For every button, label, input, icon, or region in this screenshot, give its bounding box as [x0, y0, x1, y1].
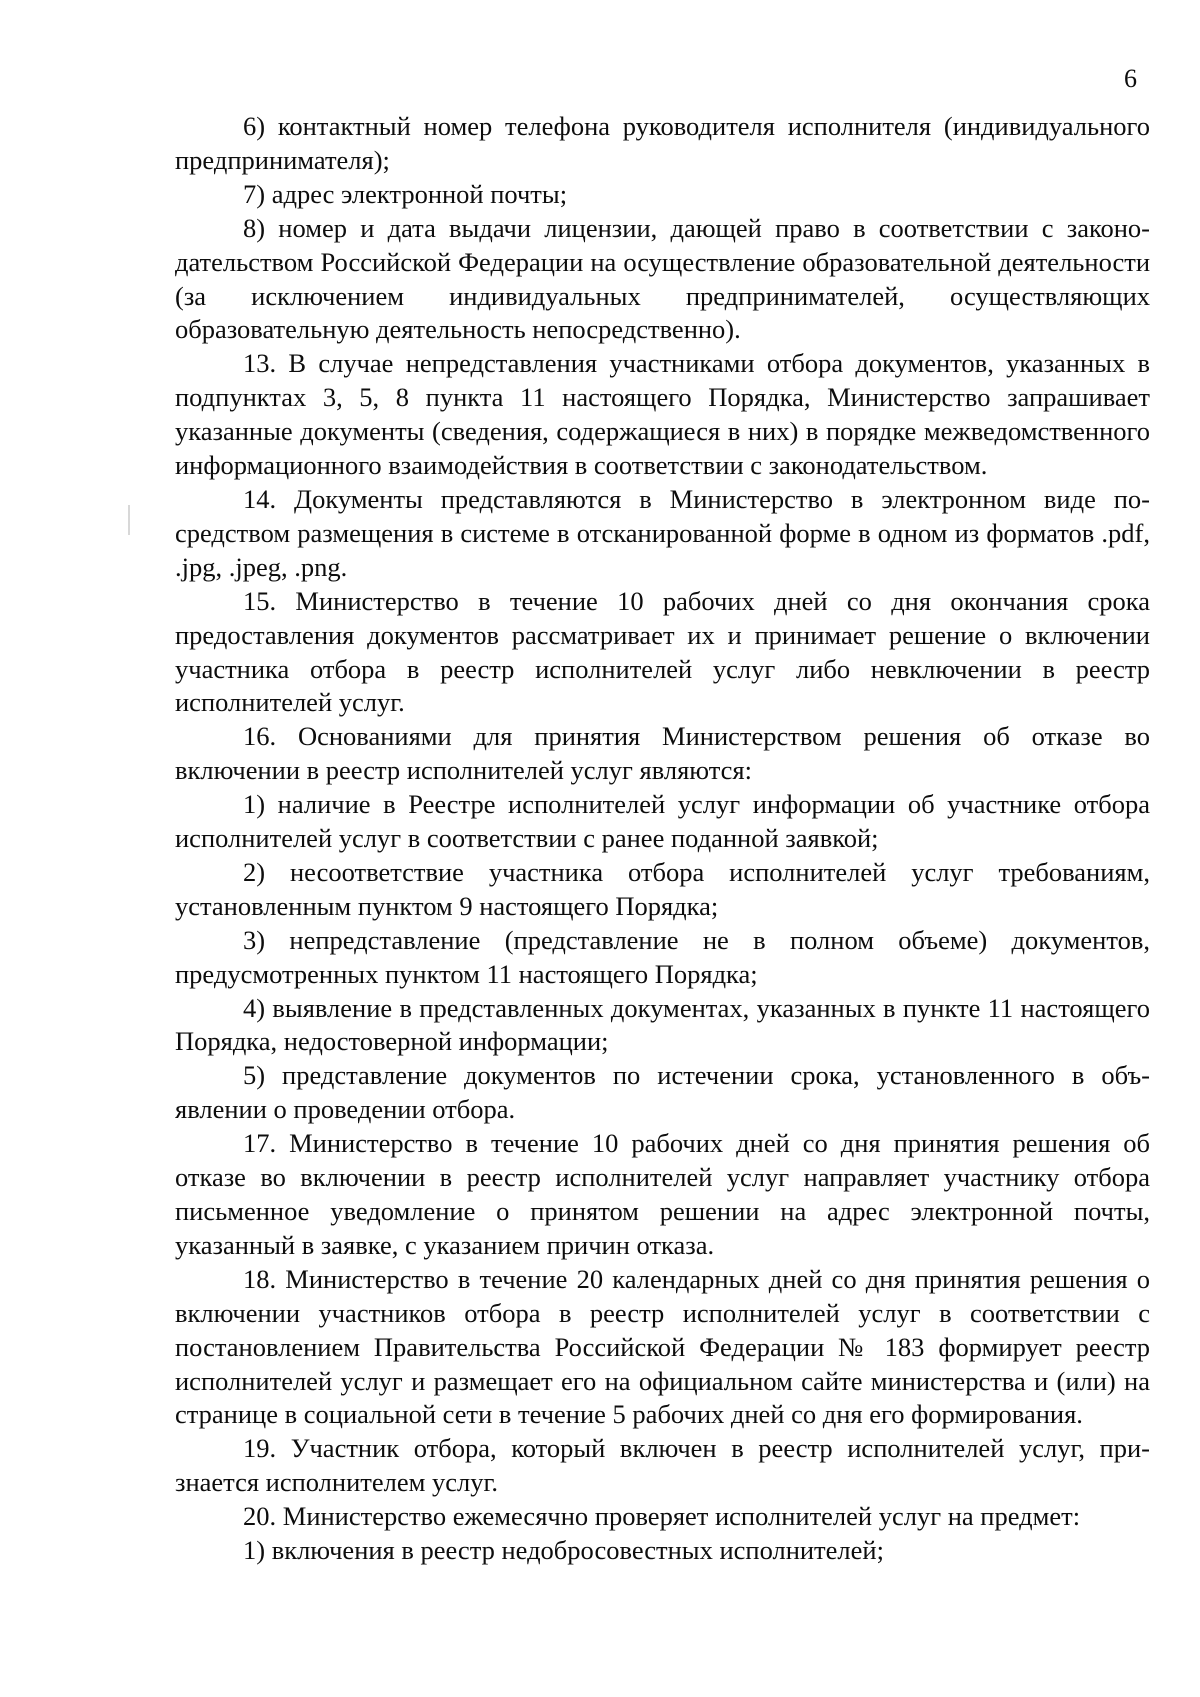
document-body [175, 110, 1150, 1568]
paragraph-item-6-phone: 6) контактный номер телефона руководителя исполнителя (индивидуального предпринимателя); [175, 111, 1150, 175]
paragraph-16: 16. Основаниями для принятия Министерством решения об отказе во включении в реестр исполнителей услуг являются: [175, 721, 1150, 786]
paragraph-17: 17. Министерство в течение 10 рабочих дней со дня принятия решения об отказе во включении в реестр исполнителей услуг направляет участнику отбора письменное уведомление о принятом решении на адрес электронной почты, указанный в заявке, с указанием причин отказа. [175, 1128, 1150, 1260]
paragraph-16-item-5: 5) представление документов по истечении срока, установленного в объявлении о проведении отбора. [175, 1060, 1150, 1125]
paragraph-16-item-1: 1) наличие в Реестре исполнителей услуг информации об участнике отбора исполнителей услуг в соответствии с ранее поданной заявкой; [175, 789, 1150, 854]
paragraph-13: 13. В случае непредставления участниками отбора документов, указанных в подпунктах 3, 5, 8 пункта 11 настоящего Порядка, Министерство запрашивает указанные документы (сведения, содержащиеся в них) в порядке межведомственного информационного взаимодействия в соответствии с законодательством. [175, 348, 1150, 481]
paragraph-16-item-3: 3) непредставление (представление не в полном объеме) документов, предусмотренных пунктом 11 настоящего Порядка; [175, 924, 1150, 989]
paragraph-16-item-4: 4) выявление в представленных документах, указанных в пункте 11 настоящего Порядка, недостоверной информации; [175, 992, 1150, 1057]
paragraph-16-item-2: 2) несоответствие участника отбора исполнителей услуг требованиям, установленным пунктом 9 настоящего Порядка; [175, 856, 1150, 921]
paragraph-18: 18. Министерство в течение 20 календарных дней со дня принятия решения о включении участников отбора в реестр исполнителей услуг в соответствии с постановлением Правительства Российской Федерации № 183 формирует реестр исполнителей услуг и размещает его на официальном сайте министерства и (или) на странице в социальной сети в течение 5 рабочих дней со дня его формирования. [175, 1263, 1150, 1430]
scan-margin-mark [128, 505, 130, 535]
paragraph-14: 14. Документы представляются в Министерство в электронном виде посредством размещения в системе в отсканированной форме в одном из форматов .pdf, .jpg, .jpeg, .png. [175, 483, 1150, 582]
paragraph-20: 20. Министерство ежемесячно проверяет исполнителей услуг на предмет: [243, 1501, 1081, 1532]
page-number: 6 [1124, 64, 1137, 93]
paragraph-19: 19. Участник отбора, который включен в реестр исполнителей услуг, признается исполнителем услуг. [175, 1433, 1150, 1498]
paragraph-item-7-email: 7) адрес электронной почты; [243, 178, 568, 209]
paragraph-item-8-license: 8) номер и дата выдачи лицензии, дающей право в соответствии с законодательством Российской Федерации на осуществление образовательной деятельности (за исключением индивидуальных предпринимателей, осуществляющих образовательную деятельность непосредственно). [175, 212, 1150, 345]
paragraph-15: 15. Министерство в течение 10 рабочих дней со дня окончания срока предоставления документов рассматривает их и принимает решение о включении участника отбора в реестр исполнителей услуг либо невключении в реестр исполнителей услуг. [175, 585, 1150, 718]
paragraph-20-item-1: 1) включения в реестр недобросовестных исполнителей; [243, 1535, 884, 1566]
